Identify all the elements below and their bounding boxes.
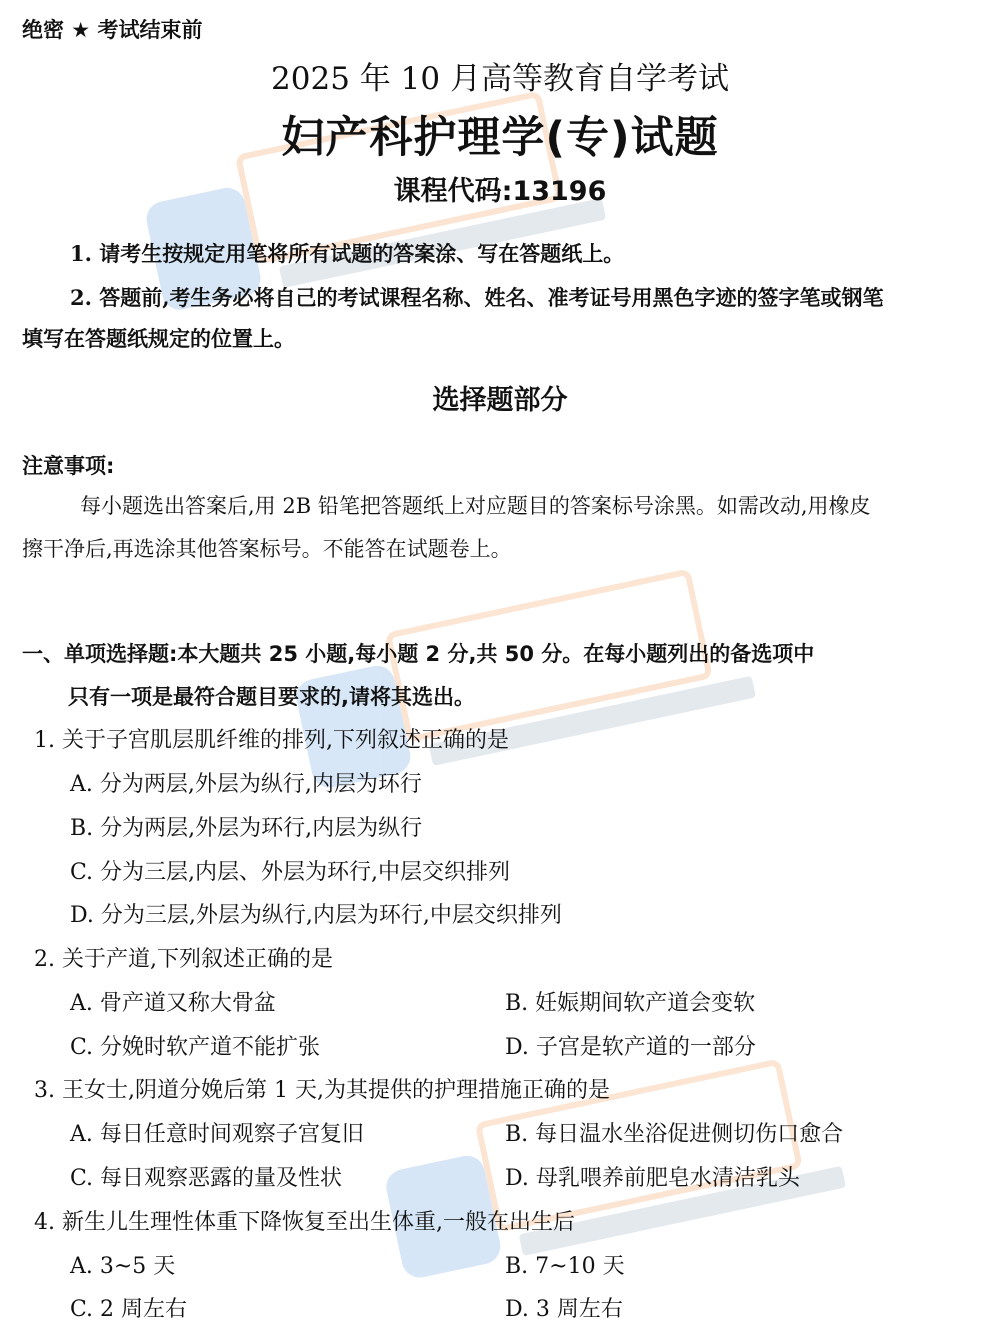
notes-text: 每小题选出答案后,用 2B 铅笔把答题纸上对应题目的答案标号涂黑。如需改动,用橡皮 — [80, 494, 871, 518]
instruction-2-cont: 填写在答题纸规定的位置上。 — [22, 326, 295, 351]
option: B. 每日温水坐浴促进侧切伤口愈合 — [505, 1122, 844, 1147]
option: D. 3 周左右 — [505, 1297, 623, 1322]
instruction-1: 1. 请考生按规定用笔将所有试题的答案涂、写在答题纸上。 — [70, 241, 625, 266]
option: A. 3~5 天 — [70, 1254, 176, 1279]
option: A. 骨产道又称大骨盆 — [70, 991, 276, 1016]
question-stem: 2. 关于产道,下列叙述正确的是 — [34, 947, 333, 972]
option: B. 分为两层,外层为环行,内层为纵行 — [70, 816, 423, 841]
course-code: 课程代码:13196 — [393, 176, 607, 207]
option: D. 分为三层,外层为纵行,内层为环行,中层交织排列 — [70, 903, 562, 928]
question-stem: 1. 关于子宫肌层肌纤维的排列,下列叙述正确的是 — [34, 728, 509, 753]
option: A. 分为两层,外层为纵行,内层为环行 — [70, 772, 422, 797]
notes-label: 注意事项: — [22, 454, 115, 478]
exam-name: 2025 年 10 月高等教育自学考试 — [271, 61, 729, 97]
instruction-2: 2. 答题前,考生务必将自己的考试课程名称、姓名、准考证号用黑色字迹的签字笔或钢笔 — [70, 285, 884, 310]
question-stem: 4. 新生儿生理性体重下降恢复至出生体重,一般在出生后 — [34, 1210, 575, 1235]
option: C. 每日观察恶露的量及性状 — [70, 1166, 343, 1191]
option: C. 分为三层,内层、外层为环行,中层交织排列 — [70, 860, 511, 885]
option: B. 7~10 天 — [505, 1254, 625, 1279]
part-heading-cont: 只有一项是最符合题目要求的,请将其选出。 — [68, 685, 475, 709]
option: C. 分娩时软产道不能扩张 — [70, 1035, 321, 1060]
option: A. 每日任意时间观察子宫复旧 — [70, 1122, 364, 1147]
option: D. 母乳喂养前肥皂水清洁乳头 — [505, 1166, 800, 1191]
paper-title: 妇产科护理学(专)试题 — [281, 113, 719, 163]
section-title: 选择题部分 — [432, 385, 568, 416]
confidential-mark: 绝密 ★ 考试结束前 — [22, 18, 203, 42]
part-heading: 一、单项选择题:本大题共 25 小题,每小题 2 分,共 50 分。在每小题列出的备选项中 — [22, 642, 815, 666]
option: C. 2 周左右 — [70, 1297, 188, 1322]
option: D. 子宫是软产道的一部分 — [505, 1035, 756, 1060]
option: B. 妊娠期间软产道会变软 — [505, 991, 756, 1016]
question-stem: 3. 王女士,阴道分娩后第 1 天,为其提供的护理措施正确的是 — [34, 1078, 610, 1103]
notes-text-cont: 擦干净后,再选涂其他答案标号。不能答在试题卷上。 — [22, 537, 512, 561]
